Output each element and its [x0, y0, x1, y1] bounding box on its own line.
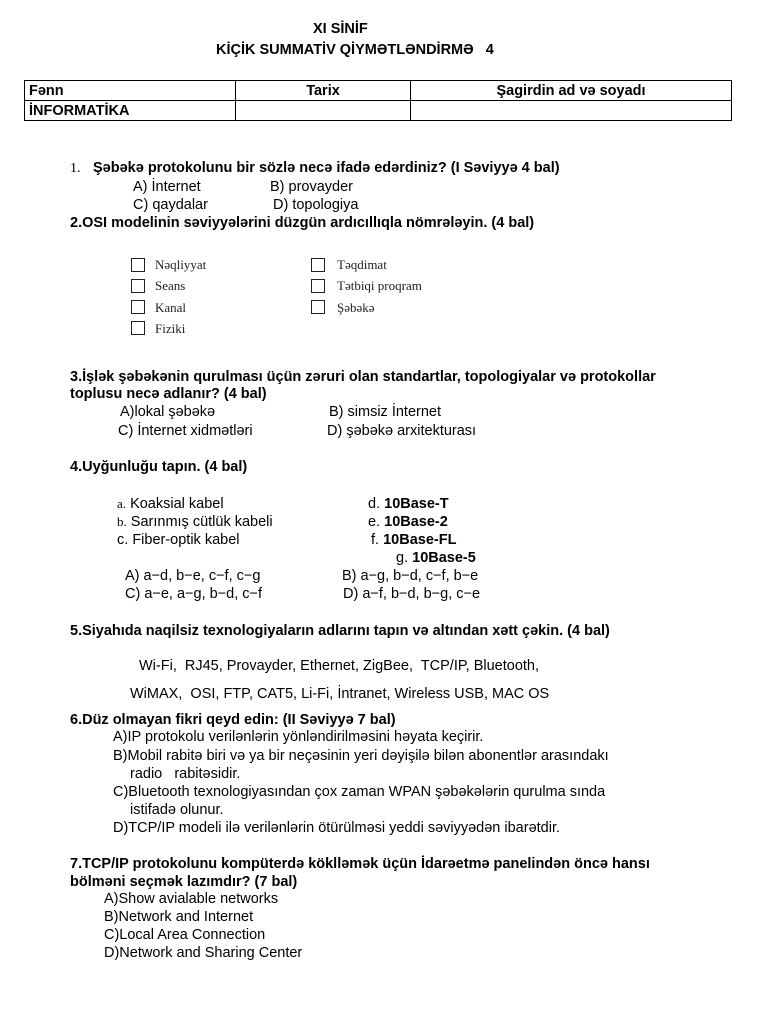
q4-text: 4.Uyğunluğu tapın. (4 bal) — [70, 459, 248, 475]
q1-option-d: D) topologiya — [273, 197, 359, 213]
q5-tech-list-line1: Wi-Fi, RJ45, Provayder, Ethernet, ZigBee, TCP/IP, Bluetooth, — [139, 658, 540, 674]
subject-value: İNFORMATİKA — [25, 101, 236, 121]
label-datalink: Kanal — [155, 300, 187, 315]
q1-option-a: A) İnternet — [133, 179, 201, 195]
label-transport: Nəqliyyat — [155, 257, 207, 272]
page-title: KİÇİK SUMMATİV QİYMƏTLƏNDİRMƏ 4 — [216, 42, 494, 58]
q1-option-b: B) provayder — [270, 179, 354, 195]
q1-text: Şəbəkə protokolunu bir sözlə necə ifadə edərdiniz? (I Səviyyə 4 bal) — [93, 160, 560, 176]
label-presentation: Təqdimat — [337, 257, 387, 272]
q4-option-a: A) a−d, b−e, c−f, c−g — [125, 568, 261, 584]
q4-right-f: f. 10Base-FL — [371, 532, 457, 548]
q2-text: 2.OSI modelinin səviyyələrini düzgün ardıcıllıqla nömrələyin. (4 bal) — [70, 215, 535, 231]
q6-option-b: B)Mobil rabitə biri və ya bir neçəsinin yeri dəyişilə bilən abonentlər arasındakı — [113, 748, 609, 764]
date-cell[interactable] — [236, 101, 411, 121]
q6-option-a: A)IP protokolu verilənlərin yönləndirilməsini həyata keçirir. — [113, 729, 484, 745]
q4-left-b: b. Sarınmış cütlük kabeli — [117, 514, 273, 530]
q3-option-b: B) simsiz İnternet — [329, 404, 441, 420]
q6-option-d: D)TCP/IP modeli ilə verilənlərin ötürülməsi yeddi səviyyədən ibarətdir. — [113, 820, 561, 836]
q7-option-c: C)Local Area Connection — [104, 927, 266, 943]
table-header-row — [25, 81, 732, 101]
checkbox-session[interactable] — [131, 279, 145, 293]
header-subject: Fənn — [25, 81, 236, 101]
checkbox-datalink[interactable] — [131, 300, 145, 314]
label-network: Şəbəkə — [337, 300, 375, 315]
q6-option-c: C)Bluetooth texnologiyasından çox zaman WPAN şəbəkələrin qurulma sında — [113, 784, 606, 800]
q3-option-a: A)lokal şəbəkə — [120, 404, 216, 420]
q7-text-line2: bölməni seçmək lazımdır? (7 bal) — [70, 874, 298, 890]
q7-option-d: D)Network and Sharing Center — [104, 945, 303, 961]
q3-option-c: C) İnternet xidmətləri — [118, 423, 253, 439]
info-table — [24, 80, 732, 121]
q4-option-c: C) a−e, a−g, b−d, c−f — [125, 586, 263, 602]
q3-text-line1: 3.İşlək şəbəkənin qurulması üçün zəruri olan standartlar, topologiyalar və protokollar — [70, 369, 656, 385]
q1-option-c: C) qaydalar — [133, 197, 208, 213]
label-session: Seans — [155, 278, 186, 293]
q6-option-b-cont: radio rabitəsidir. — [130, 766, 241, 782]
q4-left-c: c. Fiber-optik kabel — [117, 532, 240, 548]
checkbox-physical[interactable] — [131, 321, 145, 335]
q3-option-d: D) şəbəkə arxitekturası — [327, 423, 477, 439]
q6-text: 6.Düz olmayan fikri qeyd edin: (II Səviyyə 7 bal) — [70, 712, 396, 728]
label-physical: Fiziki — [155, 321, 186, 336]
header-student-name: Şagirdin ad və soyadı — [411, 81, 732, 101]
q7-option-b: B)Network and Internet — [104, 909, 254, 925]
checkbox-transport[interactable] — [131, 258, 145, 272]
checkbox-application[interactable] — [311, 279, 325, 293]
checkbox-presentation[interactable] — [311, 258, 325, 272]
table-row — [25, 101, 732, 121]
q4-right-g: g. 10Base-5 — [396, 550, 476, 566]
q3-text-line2: toplusu necə adlanır? (4 bal) — [70, 386, 267, 402]
q4-left-a: a. Koaksial kabel — [117, 496, 224, 512]
header-date: Tarix — [236, 81, 411, 101]
grade-heading: XI SİNİF — [313, 21, 368, 37]
q5-tech-list-line2: WiMAX, OSI, FTP, CAT5, Li-Fi, İntranet, Wireless USB, MAC OS — [130, 686, 550, 702]
student-name-cell[interactable] — [411, 101, 732, 121]
q4-right-d: d. 10Base-T — [368, 496, 449, 512]
q4-option-d: D) a−f, b−d, b−g, c−e — [343, 586, 481, 602]
label-application: Tətbiqi proqram — [337, 278, 422, 293]
q6-option-c-cont: istifadə olunur. — [130, 802, 224, 818]
checkbox-network[interactable] — [311, 300, 325, 314]
q4-right-e: e. 10Base-2 — [368, 514, 448, 530]
q1-number: 1. — [70, 161, 81, 176]
q5-text: 5.Siyahıda naqilsiz texnologiyaların adlarını tapın və altından xətt çəkin. (4 bal) — [70, 623, 610, 639]
q4-option-b: B) a−g, b−d, c−f, b−e — [342, 568, 479, 584]
q7-option-a: A)Show avialable networks — [104, 891, 279, 907]
q7-text-line1: 7.TCP/IP protokolunu kompüterdə köklləmək üçün İdarəetmə panelindən öncə hansı — [70, 856, 650, 872]
